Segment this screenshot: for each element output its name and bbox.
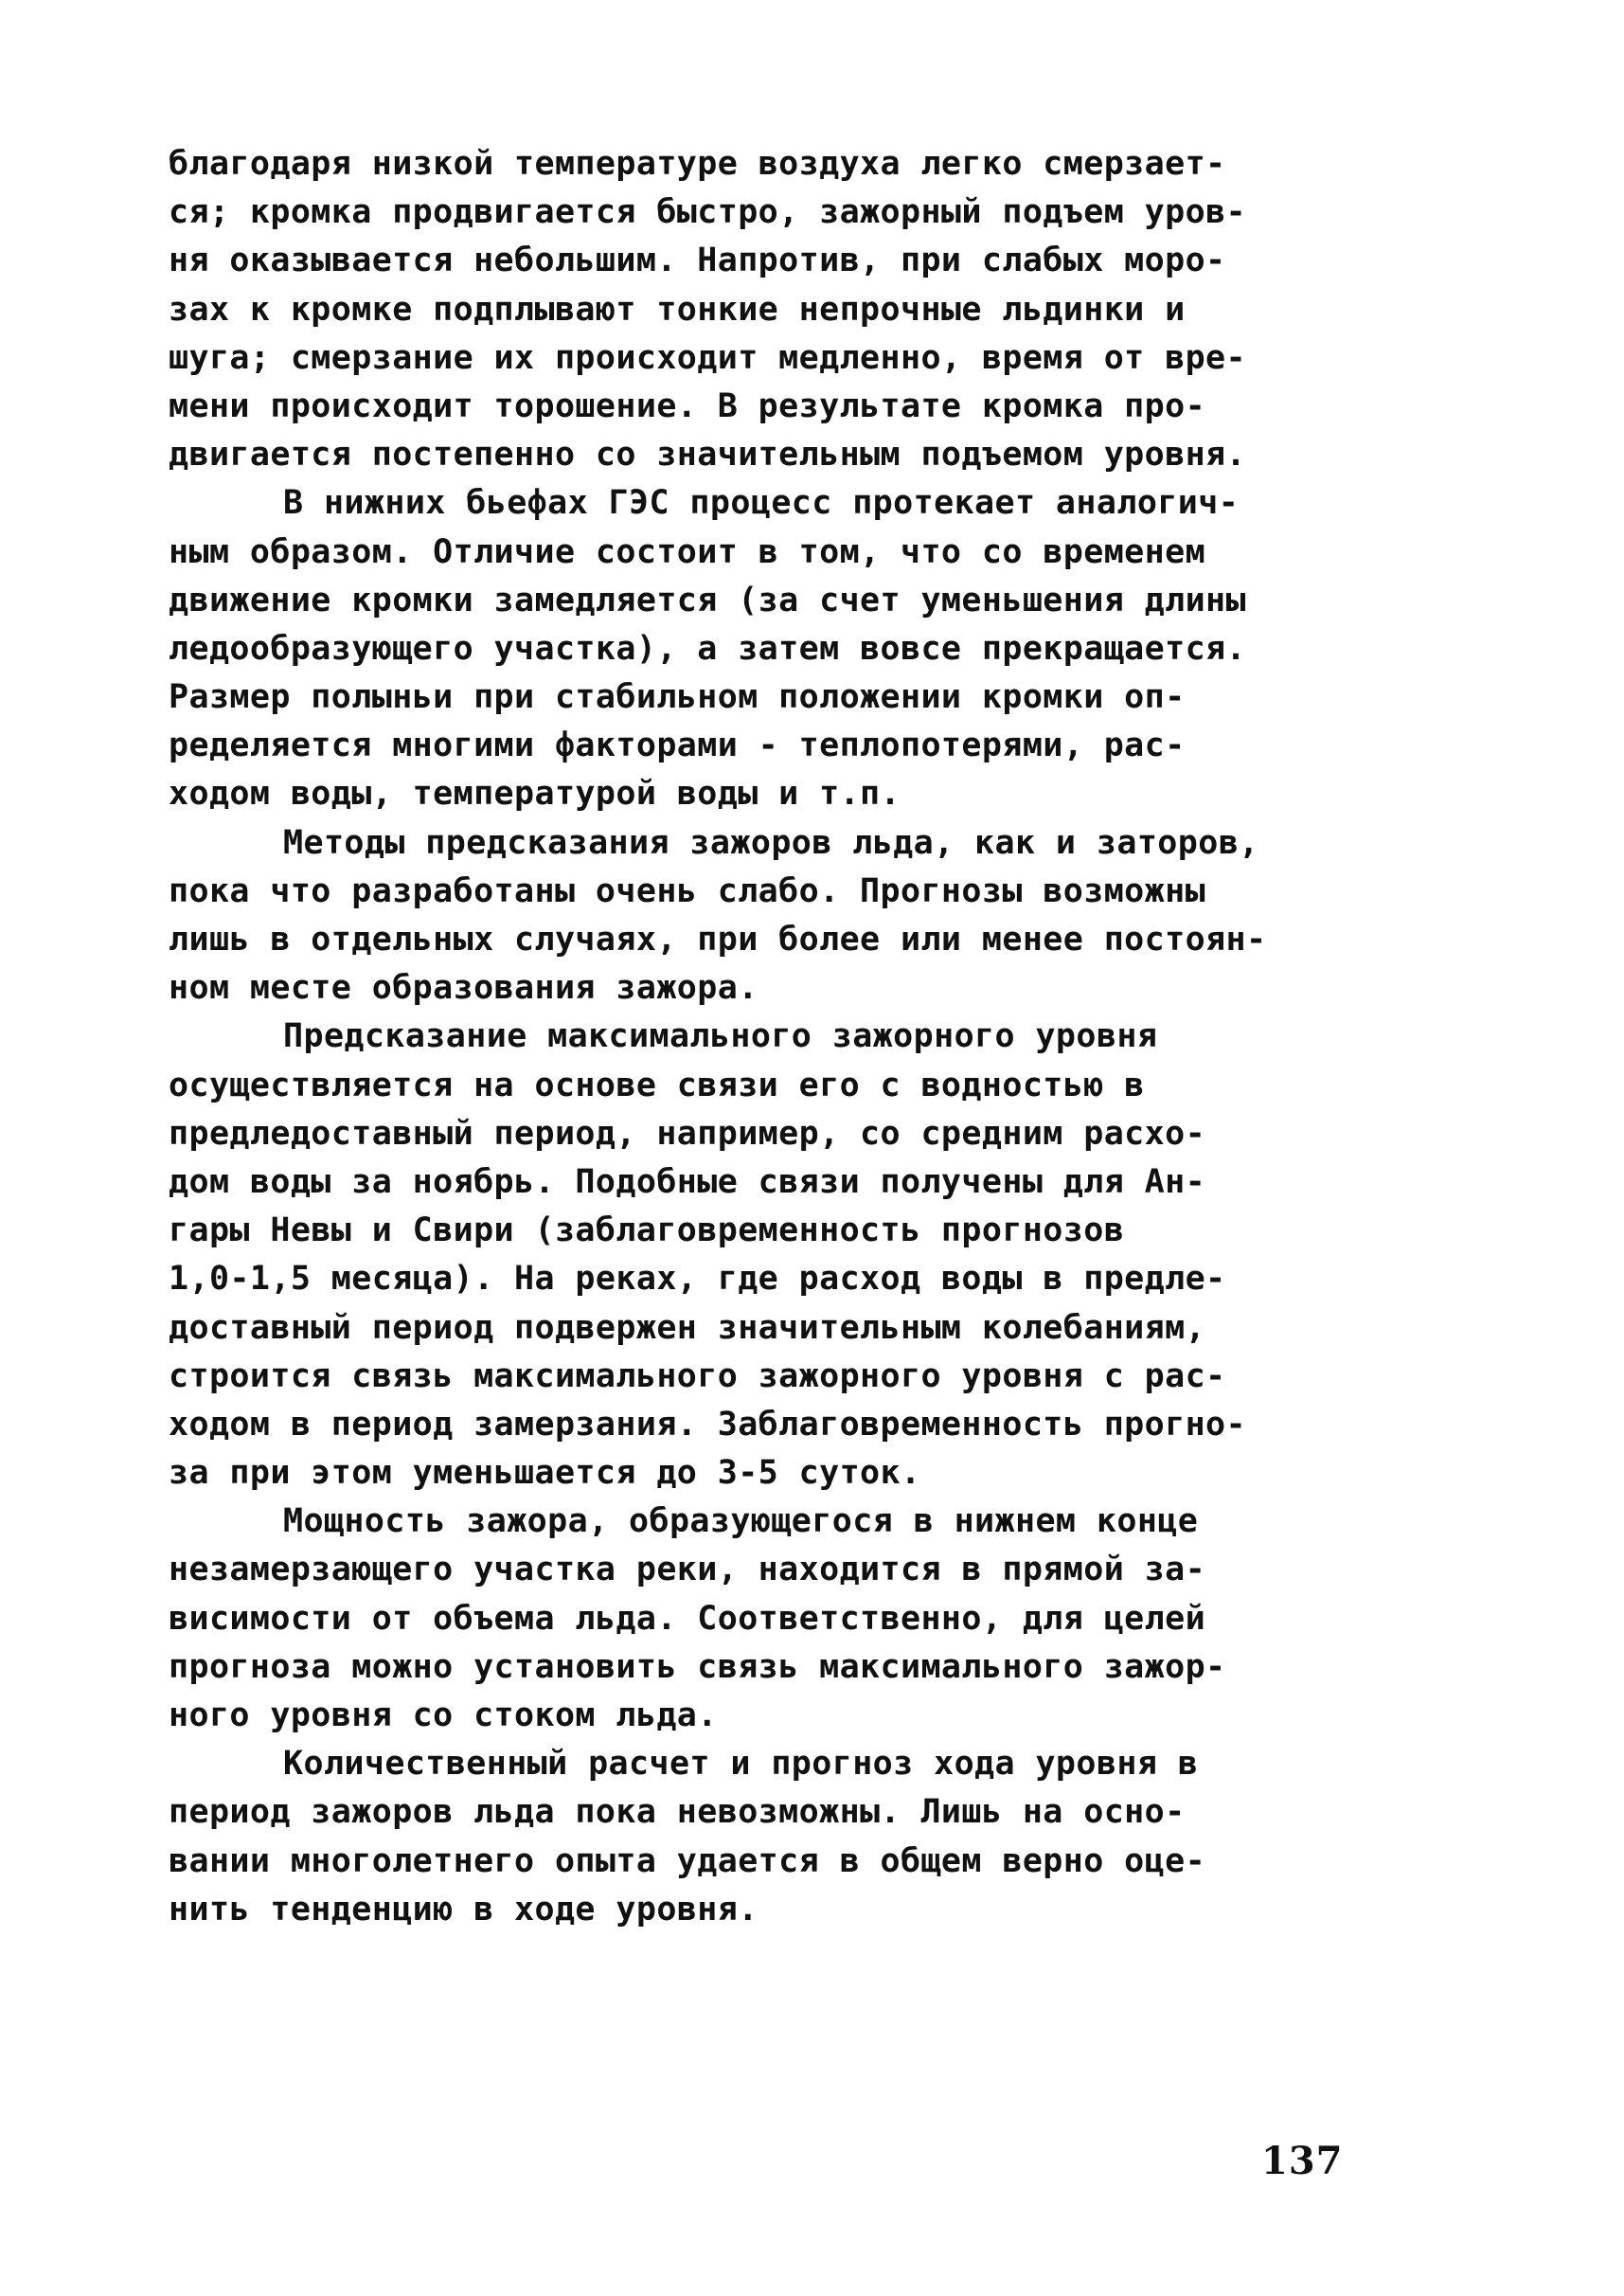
text-line: Размер полыньи при стабильном положении кромки оп- bbox=[169, 678, 1186, 717]
text-line: пока что разработаны очень слабо. Прогнозы возможны bbox=[169, 871, 1206, 910]
text-line: ледообразующего участка), а затем вовсе прекращается. bbox=[169, 629, 1247, 668]
text-line: двигается постепенно со значительным подъемом уровня. bbox=[169, 436, 1247, 475]
text-line: зах к кромке подплывают тонкие непрочные льдинки и bbox=[169, 290, 1186, 329]
text-line: благодаря низкой температуре воздуха легко смерзает- bbox=[169, 145, 1226, 183]
text-line: ходом воды, температурой воды и т.п. bbox=[169, 775, 901, 814]
text-line: ределяется многими факторами - теплопотерями, рас- bbox=[169, 726, 1186, 765]
paragraph-start-line: В нижних бьефах ГЭС процесс протекает аналогич- bbox=[283, 484, 1240, 523]
text-line: нить тенденцию в ходе уровня. bbox=[169, 1890, 758, 1928]
text-line: движение кромки замедляется (за счет уменьшения длины bbox=[169, 581, 1247, 619]
paragraph-start-line: Предсказание максимального зажорного уровня bbox=[283, 1017, 1158, 1056]
text-line: мени происходит торошение. В результате кромка про- bbox=[169, 386, 1206, 425]
page-number: 137 bbox=[1261, 2139, 1344, 2183]
text-line: вании многолетнего опыта удается в общем верно оце- bbox=[169, 1841, 1206, 1880]
text-line: доставный период подвержен значительным колебаниям, bbox=[169, 1308, 1206, 1347]
text-line: ся; кромка продвигается быстро, зажорный подъем уров- bbox=[169, 193, 1247, 232]
text-line: 1,0-1,5 месяца). На реках, где расход воды в предле- bbox=[169, 1260, 1226, 1299]
text-line: за при этом уменьшается до 3-5 суток. bbox=[169, 1454, 921, 1493]
text-line: ходом в период замерзания. Заблаговременность прогно- bbox=[169, 1405, 1247, 1444]
text-line: ня оказывается небольшим. Напротив, при слабых моро- bbox=[169, 242, 1226, 280]
text-line: период зажоров льда пока невозможны. Лишь на осно- bbox=[169, 1793, 1186, 1832]
text-line: предледоставный период, например, со средним расхо- bbox=[169, 1114, 1206, 1153]
text-line: висимости от объема льда. Соответственно, для целей bbox=[169, 1599, 1206, 1638]
paragraph-start-line: Количественный расчет и прогноз хода уровня в bbox=[283, 1745, 1199, 1784]
text-line: дом воды за ноябрь. Подобные связи получены для Ан- bbox=[169, 1162, 1206, 1201]
text-line: ном месте образования зажора. bbox=[169, 969, 758, 1008]
text-line: шуга; смерзание их происходит медленно, время от вре- bbox=[169, 338, 1247, 377]
text-line: прогноза можно установить связь максимального зажор- bbox=[169, 1647, 1226, 1686]
text-line: лишь в отдельных случаях, при более или менее постоян- bbox=[169, 921, 1267, 959]
paragraph-start-line: Методы предсказания зажоров льда, как и заторов, bbox=[283, 823, 1259, 862]
text-line: осуществляется на основе связи его с водностью в bbox=[169, 1066, 1145, 1104]
text-line: ным образом. Отличие состоит в том, что со временем bbox=[169, 532, 1206, 571]
paragraph-start-line: Мощность зажора, образующегося в нижнем конце bbox=[283, 1502, 1199, 1541]
text-line: незамерзающего участка реки, находится в прямой за- bbox=[169, 1551, 1206, 1589]
text-line: гары Невы и Свири (заблаговременность прогнозов bbox=[169, 1211, 1125, 1250]
body-text bbox=[169, 140, 1409, 1934]
text-line: ного уровня со стоком льда. bbox=[169, 1696, 718, 1734]
text-line: строится связь максимального зажорного уровня с рас- bbox=[169, 1356, 1226, 1395]
